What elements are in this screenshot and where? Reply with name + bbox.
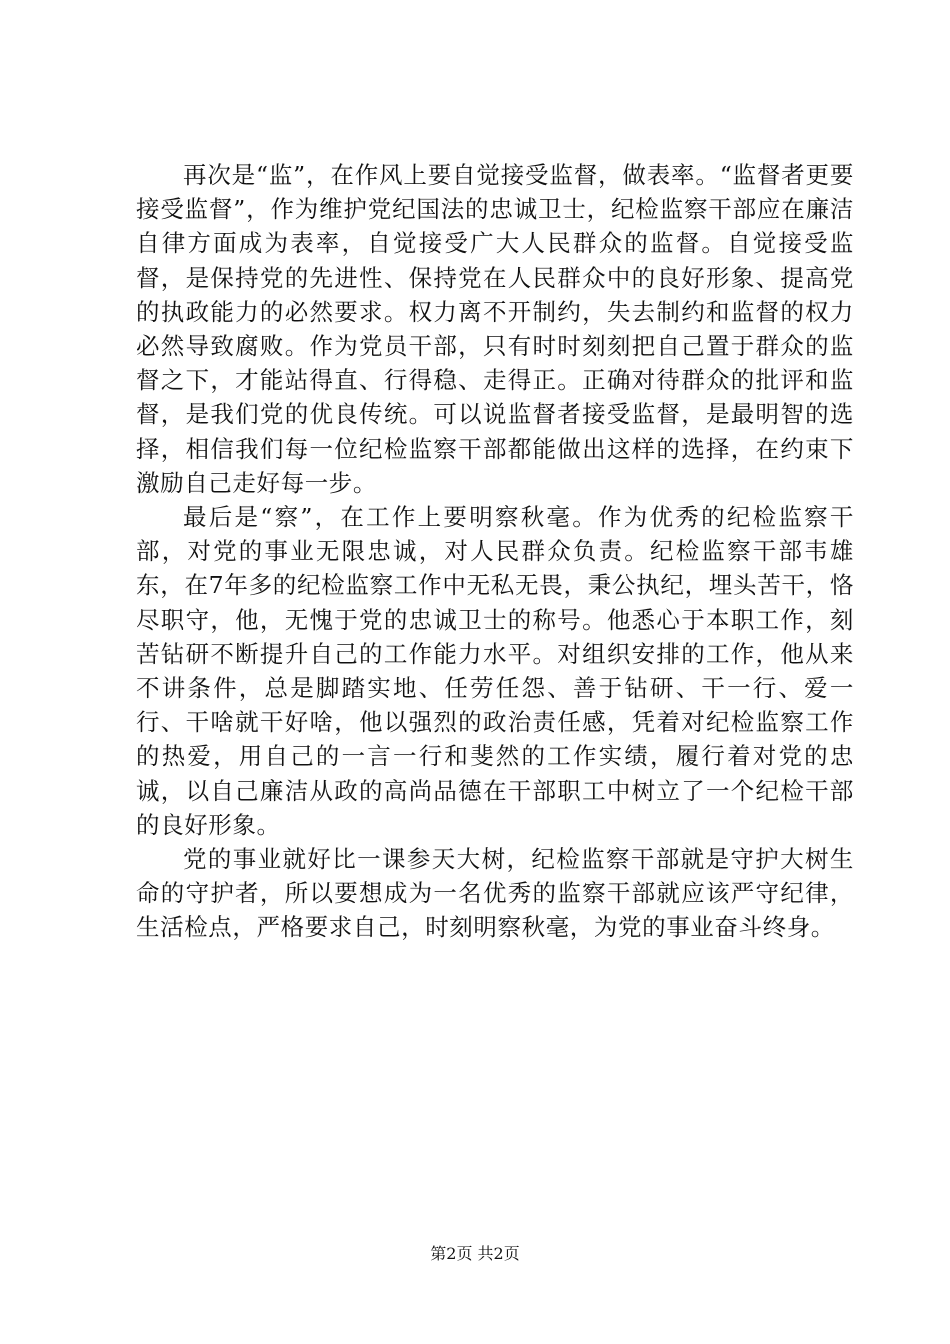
- paragraph-conclusion: 党的事业就好比一课参天大树，纪检监察干部就是守护大树生命的守护者，所以要想成为一名优秀的监察干部就应该严守纪律，生活检点，严格要求自己，时刻明察秋毫，为党的事业奋斗终身。: [136, 845, 854, 942]
- paragraph-jian: 再次是“监”，在作风上要自觉接受监督，做表率。“监督者更要接受监督”，作为维护党纪国法的忠诚卫士，纪检监察干部应在廉洁自律方面成为表率，自觉接受广大人民群众的监督。自觉接受监督，是保持党的先进性、保持党在人民群众中的良好形象、提高党的执政能力的必然要求。权力离不开制约，失去制约和监督的权力必然导致腐败。作为党员干部，只有时时刻刻把自己置于群众的监督之下，才能站得直、行得稳、走得正。正确对待群众的批评和监督，是我们党的优良传统。可以说监督者接受监督，是最明智的选择，相信我们每一位纪检监察干部都能做出这样的选择，在约束下激励自己走好每一步。: [136, 161, 854, 497]
- document-body: [136, 158, 854, 945]
- paragraph-cha: 最后是“察”，在工作上要明察秋毫。作为优秀的纪检监察干部，对党的事业无限忠诚，对人民群众负责。纪检监察干部韦雄东，在7年多的纪检监察工作中无私无畏，秉公执纪，埋头苦干，恪尽职守，他，无愧于党的忠诚卫士的称号。他悉心于本职工作，刻苦钻研不断提升自己的工作能力水平。对组织安排的工作，他从来不讲条件，总是脚踏实地、任劳任怨、善于钻研、干一行、爱一行、干啥就干好啥，他以强烈的政治责任感，凭着对纪检监察工作的热爱，用自己的一言一行和斐然的工作实绩，履行着对党的忠诚，以自己廉洁从政的高尚品德在干部职工中树立了一个纪检干部的良好形象。: [136, 503, 854, 839]
- page-number-footer: 第2页 共2页: [430, 1244, 520, 1263]
